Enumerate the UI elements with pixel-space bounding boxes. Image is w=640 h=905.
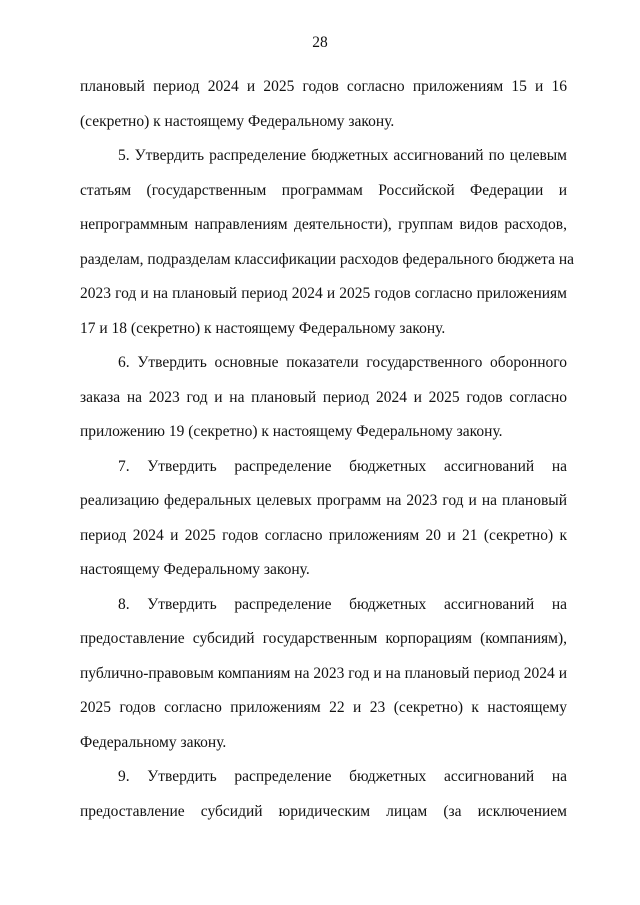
text-line: 7. Утвердить распределение бюджетных ассигнований на [118,457,567,475]
paragraph-item-5 [80,139,575,346]
text-line: 6. Утвердить основные показатели государственного оборонного [118,354,567,371]
document-body [80,70,575,829]
text-line: реализацию федеральных целевых программ на 2023 год и на плановый [80,492,567,509]
text-line: 8. Утвердить распределение бюджетных ассигнований на [118,595,567,613]
text-line: предоставление субсидий государственным корпорациям (компаниям), [80,630,567,647]
paragraph-item-9 [80,760,567,829]
text-line: публично-правовым компаниям на 2023 год и на плановый период 2024 и [80,664,567,682]
text-line: предоставление субсидий юридическим лицам (за исключением [80,802,567,820]
text-line: приложению 19 (секретно) к настоящему Федеральному закону. [80,423,503,440]
text-line: Федеральному закону. [80,733,227,751]
text-line: статьям (государственным программам Российской Федерации и [80,181,567,199]
paragraph-continuation [80,70,567,139]
text-line: 2023 год и на плановый период 2024 и 2025 годов согласно приложениям [80,285,567,302]
text-line: заказа на 2023 год и на плановый период 2024 и 2025 годов согласно [80,388,567,406]
text-line: 17 и 18 (секретно) к настоящему Федеральному закону. [80,319,446,337]
text-line: 2025 годов согласно приложениям 22 и 23 (секретно) к настоящему [80,699,567,716]
paragraph-item-8 [80,588,567,761]
text-line: настоящему Федеральному закону. [80,561,310,578]
paragraph-item-7 [80,450,567,588]
text-line: разделам, подразделам классификации расходов федерального бюджета на [80,250,575,268]
paragraph-item-6 [80,346,567,450]
text-line: непрограммным направлениям деятельности), группам видов расходов, [80,216,567,233]
text-line: плановый период 2024 и 2025 годов согласно приложениям 15 и 16 [80,78,567,95]
text-line: (секретно) к настоящему Федеральному закону. [80,112,395,130]
page-number: 28 [312,34,328,51]
text-line: 9. Утвердить распределение бюджетных ассигнований на [118,768,567,785]
text-line: период 2024 и 2025 годов согласно приложениям 20 и 21 (секретно) к [80,526,567,544]
text-line: 5. Утвердить распределение бюджетных ассигнований по целевым [118,147,567,164]
